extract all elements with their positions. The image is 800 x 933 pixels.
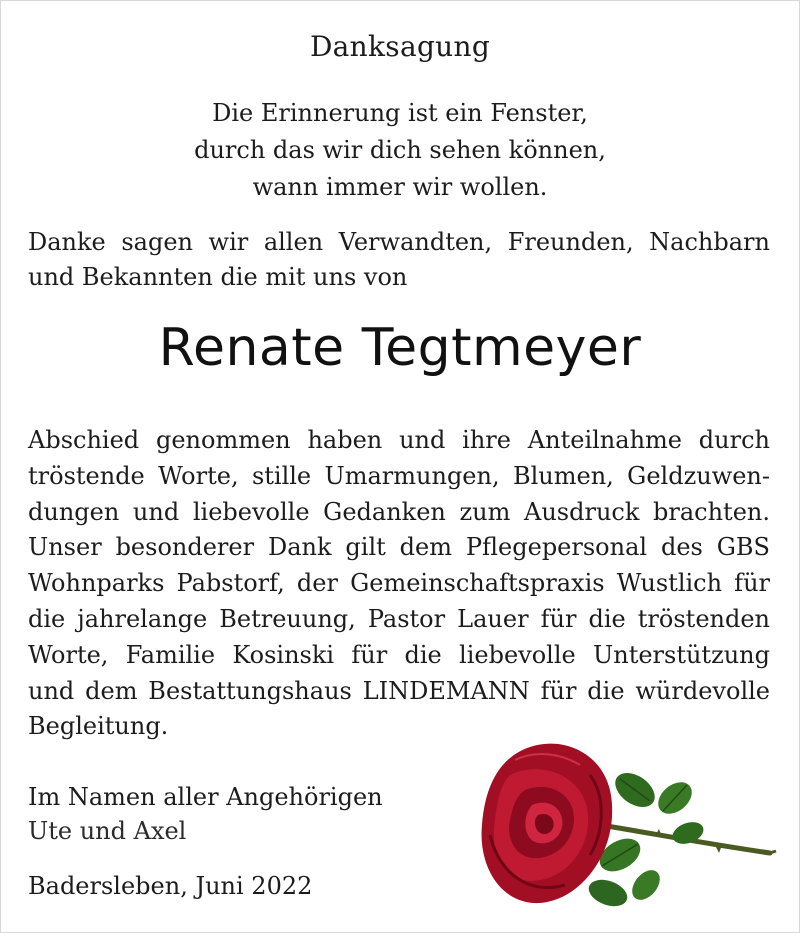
notice-heading: Danksagung: [309, 30, 491, 63]
closing-block: [28, 780, 383, 848]
body-line: Wohnparks Pabstorf, der Gemeinschaftspraxis Wustlich für: [28, 569, 770, 598]
poem-line: durch das wir dich sehen können,: [194, 136, 606, 164]
poem-line: Die Erinnerung ist ein Fenster,: [212, 99, 588, 127]
poem: [0, 95, 800, 206]
closing-line: Im Namen aller Angehörigen: [28, 783, 383, 811]
body-line: tröstende Worte, stille Umarmungen, Blumen, Geldzuwen-: [28, 461, 770, 490]
rose-icon: [470, 735, 780, 930]
body-line: Begleitung.: [28, 712, 169, 741]
intro-paragraph: [28, 225, 770, 295]
intro-line: und Bekannten die mit uns von: [28, 263, 408, 291]
place-date: Badersleben, Juni 2022: [28, 872, 313, 900]
body-paragraph: [28, 423, 770, 745]
intro-line: Danke sagen wir allen Verwandten, Freunden, Nachbarn: [28, 228, 770, 256]
body-line: die jahrelange Betreuung, Pastor Lauer für die tröstenden: [28, 604, 770, 633]
body-line: Unser besonderer Dank gilt dem Pflegepersonal des GBS: [28, 533, 770, 562]
body-line: dungen und liebevolle Gedanken zum Ausdruck brachten.: [28, 497, 770, 526]
signatories: Ute und Axel: [28, 817, 187, 845]
body-line: Abschied genommen haben und ihre Anteilnahme durch: [28, 426, 770, 454]
deceased-name: Renate Tegtmeyer: [158, 318, 642, 378]
body-line: Worte, Familie Kosinski für die liebevolle Unterstützung: [28, 640, 770, 669]
poem-line: wann immer wir wollen.: [252, 173, 548, 201]
body-line: und dem Bestattungshaus LINDEMANN für die würdevolle: [28, 676, 770, 705]
